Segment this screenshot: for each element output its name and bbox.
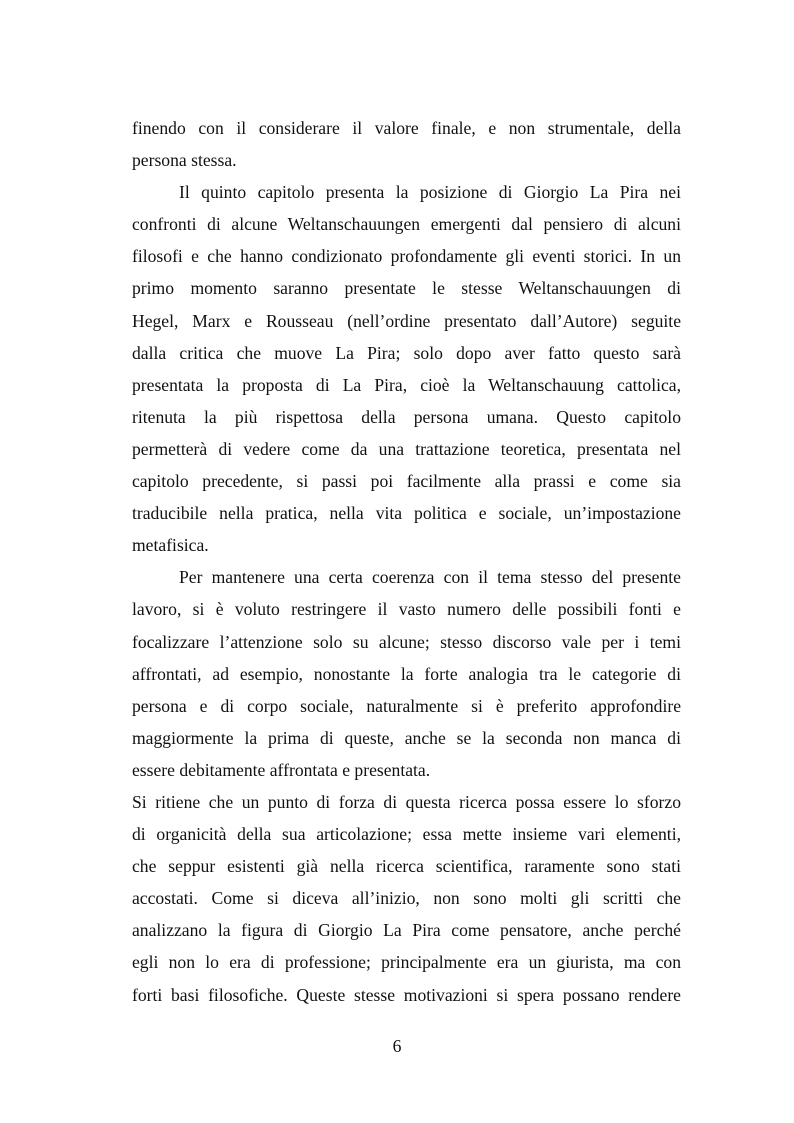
text-line: affrontati, ad esempio, nonostante la forte analogia tra le categorie di xyxy=(132,663,681,684)
text-line: permetterà di vedere come da una trattazione teoretica, presentata nel xyxy=(132,438,681,459)
body-text xyxy=(132,112,681,1011)
page-number: 6 xyxy=(392,1036,402,1056)
paragraph-start-line: Il quinto capitolo presenta la posizione di Giorgio La Pira nei xyxy=(179,182,681,203)
text-line: analizzano la figura di Giorgio La Pira come pensatore, anche perché xyxy=(132,920,681,941)
text-line: metafisica. xyxy=(132,535,209,556)
text-line: di organicità della sua articolazione; essa mette insieme vari elementi, xyxy=(132,824,681,845)
text-line: maggiormente la prima di queste, anche se la seconda non manca di xyxy=(132,727,681,748)
text-line: egli non lo era di professione; principalmente era un giurista, ma con xyxy=(132,952,681,973)
text-line: che seppur esistenti già nella ricerca scientifica, raramente sono stati xyxy=(132,856,681,877)
text-line: Hegel, Marx e Rousseau (nell’ordine presentato dall’Autore) seguite xyxy=(132,310,681,331)
text-line: finendo con il considerare il valore finale, e non strumentale, della xyxy=(132,118,681,138)
text-line: traducibile nella pratica, nella vita politica e sociale, un’impostazione xyxy=(132,503,681,524)
text-line: dalla critica che muove La Pira; solo dopo aver fatto questo sarà xyxy=(132,342,681,363)
text-line: persona stessa. xyxy=(132,150,237,171)
text-line: capitolo precedente, si passi poi facilmente alla prassi e come sia xyxy=(132,471,681,492)
text-line: accostati. Come si diceva all’inizio, non sono molti gli scritti che xyxy=(132,888,681,909)
text-line: persona e di corpo sociale, naturalmente si è preferito approfondire xyxy=(132,695,681,716)
text-line: presentata la proposta di La Pira, cioè la Weltanschauung cattolica, xyxy=(132,374,681,395)
text-line: primo momento saranno presentate le stesse Weltanschauungen di xyxy=(132,278,681,299)
text-line: ritenuta la più rispettosa della persona umana. Questo capitolo xyxy=(132,406,681,427)
text-line: confronti di alcune Weltanschauungen emergenti dal pensiero di alcuni xyxy=(132,214,681,235)
paragraph-start-line: Per mantenere una certa coerenza con il tema stesso del presente xyxy=(179,567,681,588)
text-line: filosofi e che hanno condizionato profondamente gli eventi storici. In un xyxy=(132,246,681,267)
text-line: focalizzare l’attenzione solo su alcune; stesso discorso vale per i temi xyxy=(132,631,681,652)
text-line: essere debitamente affrontata e presentata. xyxy=(132,759,431,780)
text-line: forti basi filosofiche. Queste stesse motivazioni si spera possano rendere xyxy=(132,984,681,1005)
text-line: lavoro, si è voluto restringere il vasto numero delle possibili fonti e xyxy=(132,599,681,620)
paragraph-start-line: Si ritiene che un punto di forza di questa ricerca possa essere lo sforzo xyxy=(132,791,681,812)
